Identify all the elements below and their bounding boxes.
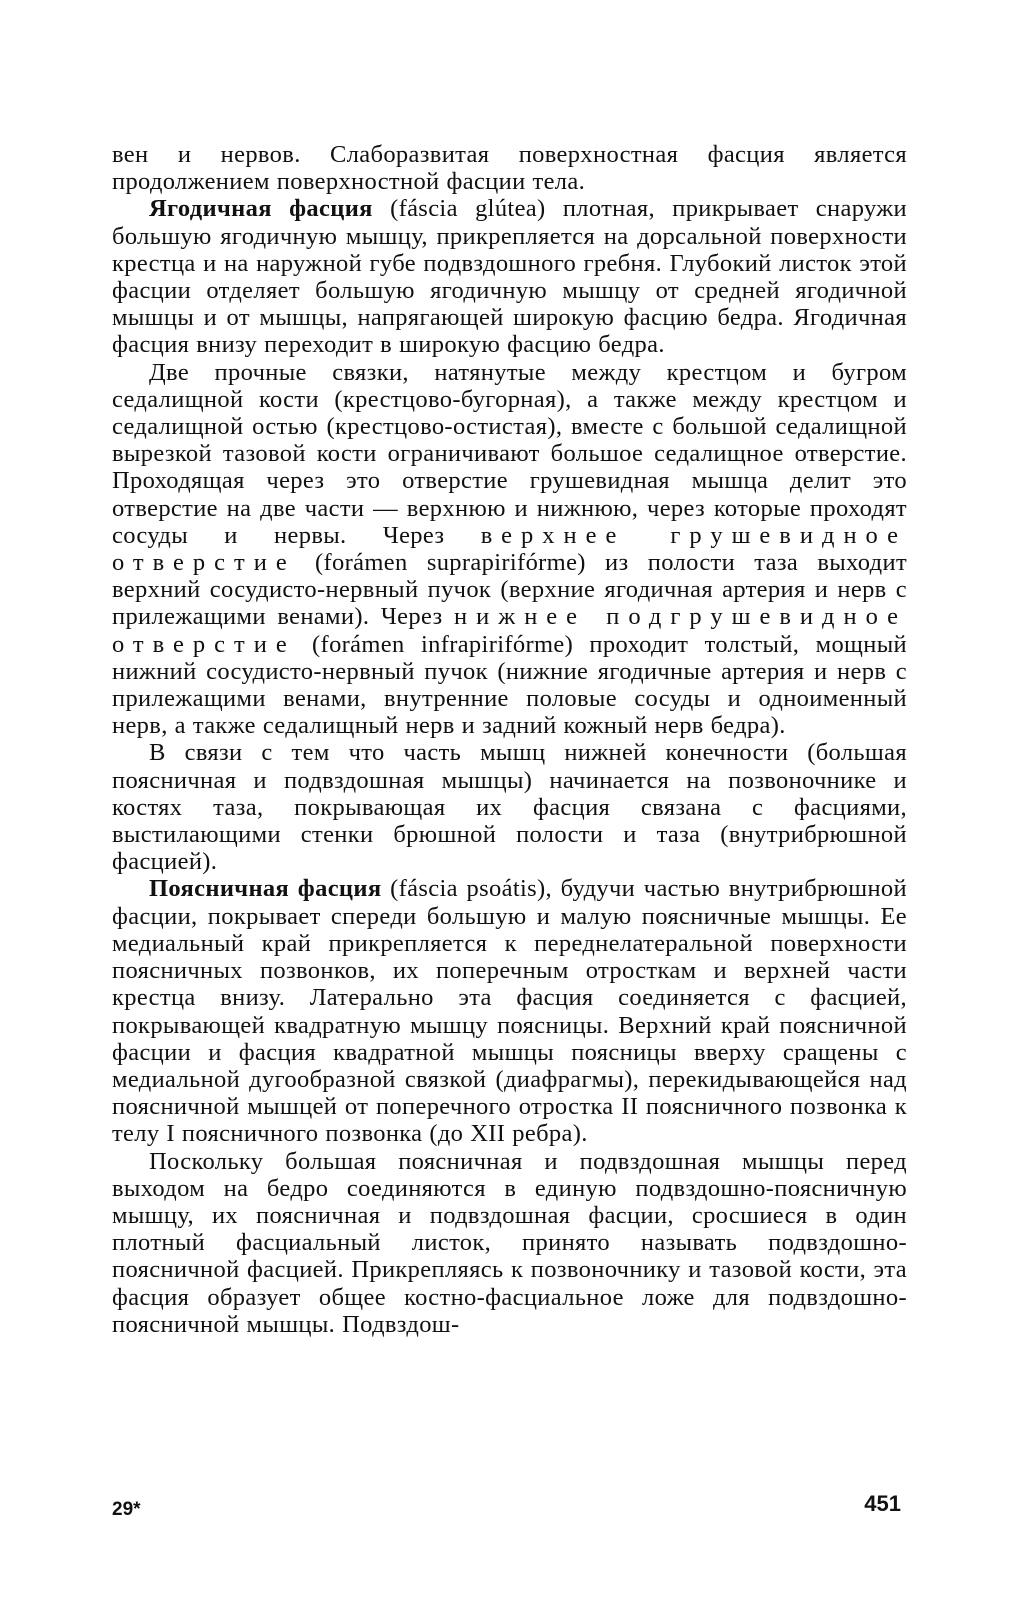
paragraph-gluteal-fascia-text: (fáscia glútea) плотная, прикрывает снаружи большую ягодичную мышцу, прикрепляется на дорсальной поверхности крестца и на наружной губе подвздошного гребня. Глубокий листок этой фасции отделяет большую ягодичную мышцу от средней ягодичной мышцы и от мышцы, напрягающей широкую фасцию бедра. Ягодичная фасция внизу переходит в широкую фасцию бедра. <box>112 195 907 359</box>
paragraph-ligaments-text-1: Две прочные связки, натянутые между крестцом и бугром седалищной кости (крестцово-бугорная), а также между крестцом и седалищной остью (крестцово-остистая), вместе с большой седалищной вырезкой тазовой кости ограничивают большое седалищное отверстие. Проходящая через это отверстие грушевидная мышца делит это отверстие на две части — верхнюю и нижнюю, через которые проходят сосуды и нервы. Через <box>112 358 907 549</box>
paragraph-gluteal-fascia <box>112 195 907 358</box>
page-footer <box>112 1491 907 1521</box>
paragraph-iliopsoas-fascia <box>112 1148 907 1338</box>
paragraph-1-text: вен и нервов. Слаборазвитая поверхностная фасция является продолжением поверхностной фасции тела. <box>112 141 907 196</box>
paragraph-lower-limb-muscles <box>112 739 907 875</box>
paragraph-psoas-fascia-text: (fáscia psoátis), будучи частью внутрибрюшной фасции, покрывает спереди большую и малую поясничные мышцы. Ее медиальный край прикрепляется к переднелатеральной поверхности поясничных позвонков, их поперечным отросткам и верхней части крестца внизу. Латерально эта фасция соединяется с фасцией, покрывающей квадратную мышцу поясницы. Верхний край поясничной фасции и фасция квадратной мышцы поясницы вверху сращены с медиальной дугообразной связкой (диафрагмы), перекидывающейся над поясничной мышцей от поперечного отростка II поясничного позвонка к телу I поясничного позвонка (до XII ребра). <box>112 875 907 1148</box>
paragraph-ligaments-text-2: (forámen suprapirifórme) из полости таза выходит верхний сосудисто-нервный пучок (верхние ягодичная артерия и нерв с прилежащими венами). Через <box>112 549 907 631</box>
paragraph-1 <box>112 141 907 195</box>
signature-mark: 29* <box>112 1499 141 1520</box>
paragraph-iliopsoas-fascia-text: Поскольку большая поясничная и подвздошная мышцы перед выходом на бедро соединяются в единую подвздошно-поясничную мышцу, их поясничная и подвздошная фасции, сросшиеся в один плотный фасциальный листок, принято называть подвздошно-поясничной фасцией. Прикрепляясь к позвоночнику и тазовой кости, эта фасция образует общее костно-фасциальное ложе для подвздошно-поясничной мышцы. Подвздош- <box>112 1147 907 1338</box>
paragraph-lower-limb-muscles-text: В связи с тем что часть мышц нижней конечности (большая поясничная и подвздошная мышцы) начинается на позвоночнике и костях таза, покрывающая их фасция связана с фасциями, выстилающими стенки брюшной полости и таза (внутрибрюшной фасцией). <box>112 739 907 876</box>
paragraph-ligaments-text-3: (forámen infrapirifórme) проходит толстый, мощный нижний сосудисто-нервный пучок (нижние ягодичные артерия и нерв с прилежащими венами, внутренние половые сосуды и одноименный нерв, а также седалищный нерв и задний кожный нерв бедра). <box>112 630 907 740</box>
term-suprapiriform-foramen: верхнее грушевидное отверстие <box>112 521 907 577</box>
term-infrapiriform-foramen: нижнее подгрушевидное отверстие <box>112 603 908 658</box>
paragraph-ligaments <box>112 359 907 740</box>
page-body <box>112 141 907 1338</box>
term-gluteal-fascia: Ягодичная фасция <box>149 195 373 223</box>
page-number: 451 <box>864 1491 901 1516</box>
paragraph-psoas-fascia <box>112 875 907 1147</box>
term-psoas-fascia: Поясничная фасция <box>149 875 382 903</box>
